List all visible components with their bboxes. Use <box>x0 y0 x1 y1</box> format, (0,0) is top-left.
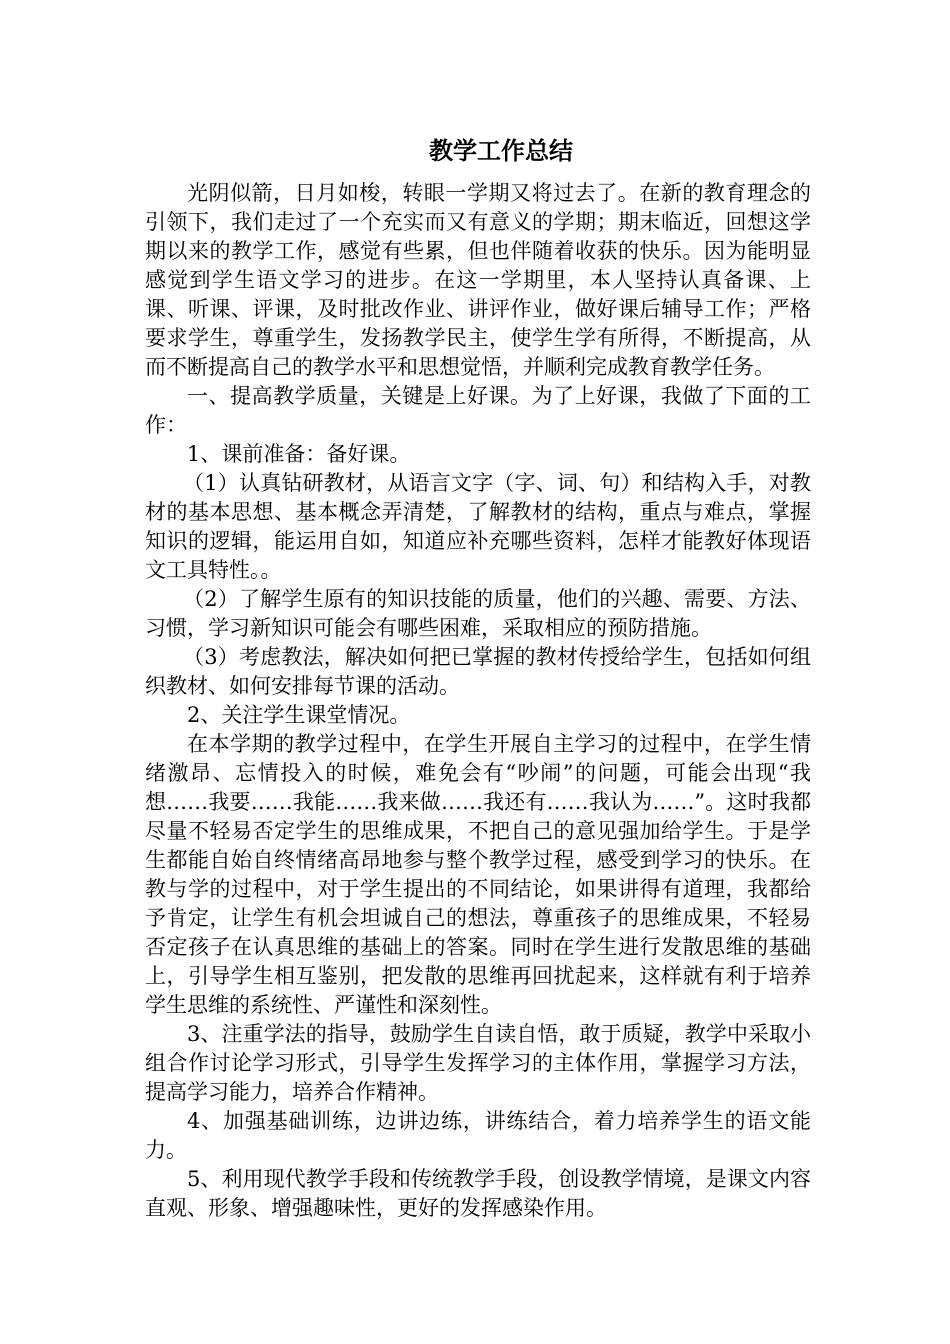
document-title: 教学工作总结 <box>429 137 573 165</box>
paragraph-intro: 光阴似箭，日月如梭，转眼一学期又将过去了。在新的教育理念的引领下，我们走过了一个充实而又有意义的学期；期末临近，回想这学期以来的教学工作，感觉有些累，但也伴随着收获的快乐。因为能明显感觉到学生语文学习的进步。在这一学期里，本人坚持认真备课、上课、听课、评课，及时批改作业、讲评作业，做好课后辅导工作；严格要求学生，尊重学生，发扬教学民主，使学生学有所得，不断提高，从而不断提高自己的教学水平和思想觉悟，并顺利完成教育教学任务。 <box>145 181 811 379</box>
paragraph-section-1: 一、提高教学质量，关键是上好课。为了上好课，我做了下面的工作： <box>145 384 811 437</box>
paragraph-item-3: 3、注重学法的指导，鼓励学生自读自悟，敢于质疑，教学中采取小组合作讨论学习形式，引导学生发挥学习的主体作用，掌握学习方法，提高学习能力，培养合作精神。 <box>145 1022 811 1104</box>
paragraph-item-2: 2、关注学生课堂情况。 <box>187 703 411 727</box>
document-body <box>145 179 811 1223</box>
paragraph-item-4: 4、加强基础训练，边讲边练，讲练结合，着力培养学生的语文能力。 <box>145 1109 811 1162</box>
paragraph-subitem-3: （3）考虑教法，解决如何把已掌握的教材传授给学生，包括如何组织教材、如何安排每节课的活动。 <box>145 645 811 698</box>
paragraph-item-5: 5、利用现代教学手段和传统教学手段，创设教学情境，是课文内容直观、形象、增强趣味性，更好的发挥感染作用。 <box>145 1167 811 1220</box>
paragraph-subitem-1: （1）认真钻研教材，从语言文字（字、词、句）和结构入手，对教材的基本思想、基本概念弄清楚，了解教材的结构，重点与难点，掌握知识的逻辑，能运用自如，知道应补充哪些资料，怎样才能教好体现语文工具特性。。 <box>145 471 811 582</box>
paragraph-subitem-2: （2）了解学生原有的知识技能的质量，他们的兴趣、需要、方法、习惯，学习新知识可能会有哪些困难，采取相应的预防措施。 <box>145 587 811 640</box>
paragraph-item-1: 1、课前准备：备好课。 <box>187 442 411 466</box>
paragraph-classroom: 在本学期的教学过程中，在学生开展自主学习的过程中，在学生情绪激昂、忘情投入的时候，难免会有“吵闹”的问题，可能会出现“我想……我要……我能……我来做……我还有……我认为……”。这时我都尽量不轻易否定学生的思维成果，不把自己的意见强加给学生。于是学生都能自始自终情绪高昂地参与整个教学过程，感受到学习的快乐。在教与学的过程中，对于学生提出的不同结论，如果讲得有道理，我都给予肯定，让学生有机会坦诚自己的想法，尊重孩子的思维成果，不轻易否定孩子在认真思维的基础上的答案。同时在学生进行发散思维的基础上，引导学生相互鉴别，把发散的思维再回扰起来，这样就有利于培养学生思维的系统性、严谨性和深刻性。 <box>145 732 811 1017</box>
